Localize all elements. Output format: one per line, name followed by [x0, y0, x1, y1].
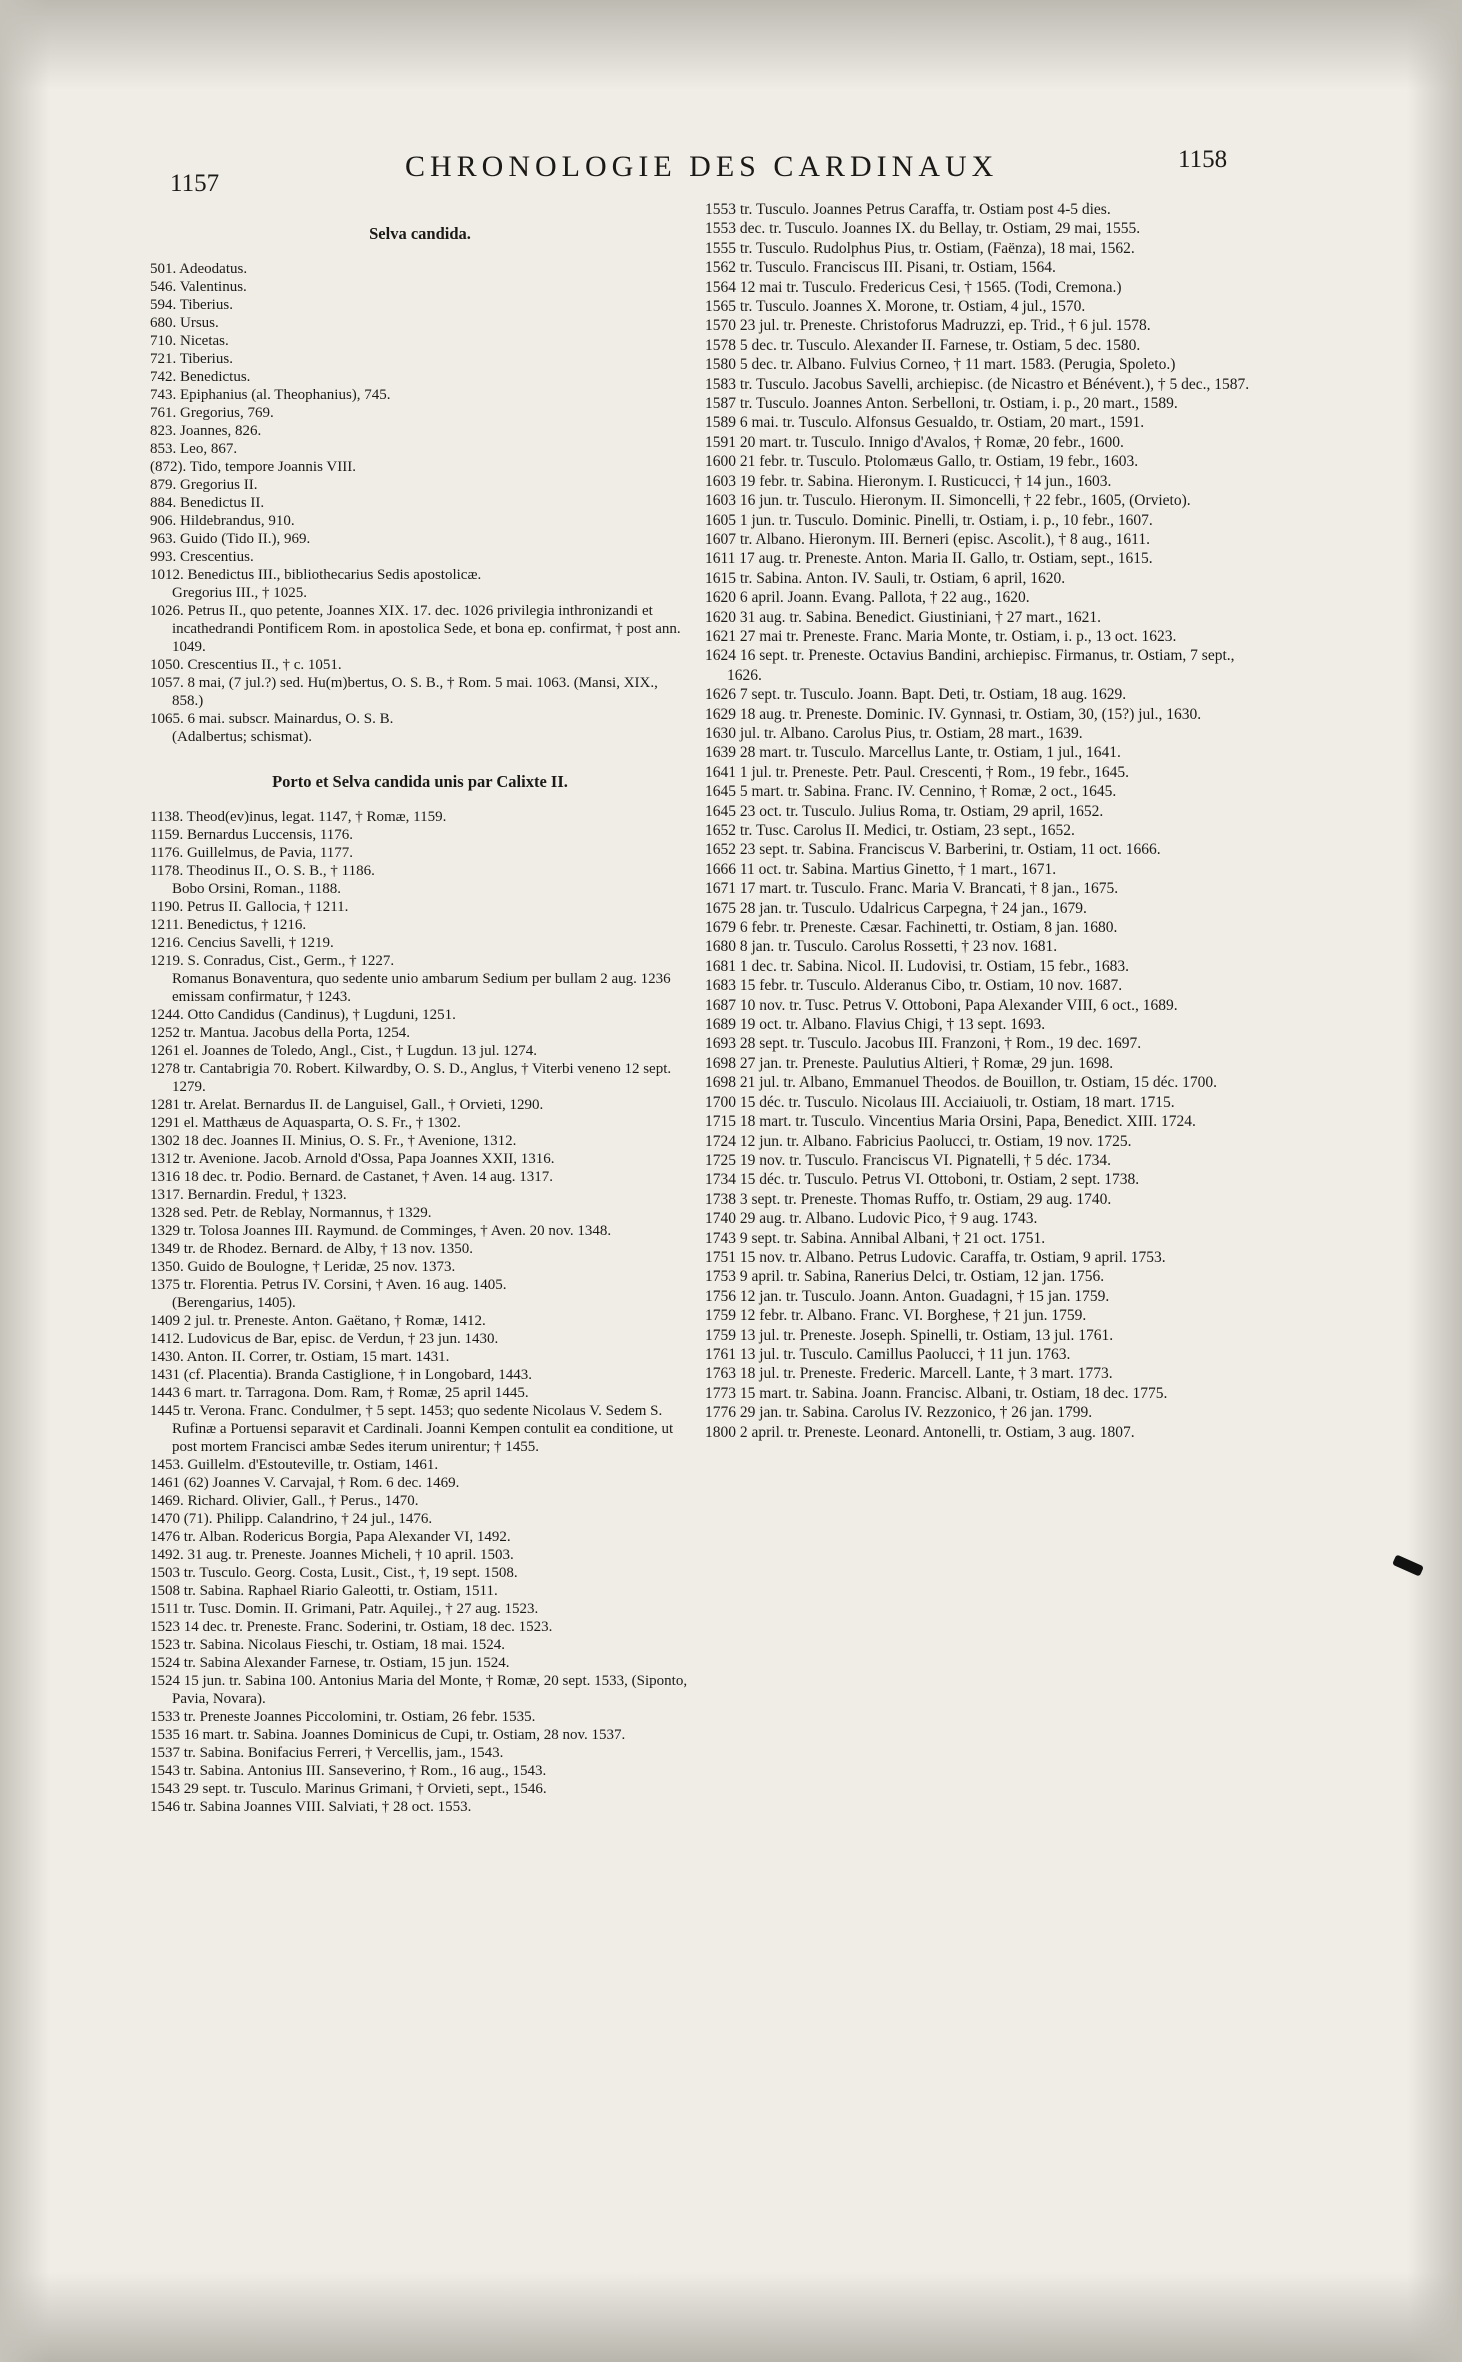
chronology-entry: 1724 12 jun. tr. Albano. Fabricius Paolucci, tr. Ostiam, 19 nov. 1725. — [705, 1132, 1132, 1150]
chronology-entry: 1508 tr. Sabina. Raphael Riario Galeotti, tr. Ostiam, 1511. — [150, 1583, 498, 1599]
chronology-entry: 884. Benedictus II. — [150, 495, 265, 511]
entry-list-selva-candida — [150, 260, 690, 746]
chronology-entry: 1511 tr. Tusc. Domin. II. Grimani, Patr. Aquilej., † 27 aug. 1523. — [150, 1601, 539, 1617]
page-edge-shadow-bottom — [0, 2272, 1462, 2362]
chronology-entry: 1620 31 aug. tr. Sabina. Benedict. Giustiniani, † 27 mart., 1621. — [705, 608, 1102, 626]
chronology-entry: 1564 12 mai tr. Tusculo. Fredericus Cesi, † 1565. (Todi, Cremona.) — [705, 278, 1122, 296]
chronology-entry: 1409 2 jul. tr. Preneste. Anton. Gaëtano, † Romæ, 1412. — [150, 1313, 486, 1329]
chronology-entry: 1587 tr. Tusculo. Joannes Anton. Serbelloni, tr. Ostiam, i. p., 20 mart., 1589. — [705, 395, 1178, 413]
chronology-entry: 1278 tr. Cantabrigia 70. Robert. Kilwardby, O. S. D., Anglus, † Viterbi veneno 12 sept. 1279. — [150, 1061, 672, 1095]
chronology-entry: 1681 1 dec. tr. Sabina. Nicol. II. Ludovisi, tr. Ostiam, 15 febr., 1683. — [705, 957, 1130, 975]
chronology-entry: 1578 5 dec. tr. Tusculo. Alexander II. Farnese, tr. Ostiam, 5 dec. 1580. — [705, 336, 1141, 354]
chronology-entry: 1349 tr. de Rhodez. Bernard. de Alby, † 13 nov. 1350. — [150, 1241, 474, 1257]
chronology-entry: 1600 21 febr. tr. Tusculo. Ptolomæus Gallo, tr. Ostiam, 19 febr., 1603. — [705, 453, 1139, 471]
chronology-entry: 710. Nicetas. — [150, 333, 229, 349]
chronology-entry: 1679 6 febr. tr. Preneste. Cæsar. Fachinetti, tr. Ostiam, 8 jan. 1680. — [705, 919, 1118, 937]
chronology-entry: 1216. Cencius Savelli, † 1219. — [150, 935, 334, 951]
chronology-entry: 594. Tiberius. — [150, 297, 233, 313]
chronology-entry: 1620 6 april. Joann. Evang. Pallota, † 22 aug., 1620. — [705, 589, 1030, 607]
chronology-entry: 1603 16 jun. tr. Tusculo. Hieronym. II. Simoncelli, † 22 febr., 1605, (Orvieto). — [705, 492, 1191, 510]
chronology-entry: 1630 jul. tr. Albano. Carolus Pius, tr. Ostiam, 28 mart., 1639. — [705, 724, 1083, 742]
chronology-entry: 1671 17 mart. tr. Tusculo. Franc. Maria V. Brancati, † 8 jan., 1675. — [705, 880, 1119, 898]
entry-list-right — [705, 200, 1270, 1442]
chronology-entry: 1190. Petrus II. Gallocia, † 1211. — [150, 899, 349, 915]
chronology-entry: 1645 23 oct. tr. Tusculo. Julius Roma, tr. Ostiam, 29 april, 1652. — [705, 802, 1104, 820]
chronology-entry: 1687 10 nov. tr. Tusc. Petrus V. Ottoboni, Papa Alexander VIII, 6 oct., 1689. — [705, 996, 1178, 1014]
chronology-entry: 1443 6 mart. tr. Tarragona. Dom. Ram, † Romæ, 25 april 1445. — [150, 1385, 529, 1401]
chronology-entry: 1138. Theod(ev)inus, legat. 1147, † Romæ, 1159. — [150, 809, 447, 825]
chronology-entry: 1281 tr. Arelat. Bernardus II. de Languisel, Gall., † Orvieti, 1290. — [150, 1097, 544, 1113]
page-number-right: 1158 — [1178, 146, 1228, 173]
chronology-entry: 1689 19 oct. tr. Albano. Flavius Chigi, † 13 sept. 1693. — [705, 1016, 1046, 1034]
chronology-entry: 993. Crescentius. — [150, 549, 254, 565]
chronology-entry: 906. Hildebrandus, 910. — [150, 513, 295, 529]
chronology-entry: 1291 el. Matthæus de Aquasparta, O. S. Fr., † 1302. — [150, 1115, 461, 1131]
chronology-entry: 1476 tr. Alban. Rodericus Borgia, Papa Alexander VI, 1492. — [150, 1529, 511, 1545]
chronology-entry: 1050. Crescentius II., † c. 1051. — [150, 657, 342, 673]
chronology-entry: 1412. Ludovicus de Bar, episc. de Verdun, † 23 jun. 1430. — [150, 1331, 499, 1347]
chronology-entry: 1375 tr. Florentia. Petrus IV. Corsini, † Aven. 16 aug. 1405. (Berengarius, 1405). — [150, 1277, 507, 1311]
chronology-entry: 1621 27 mai tr. Preneste. Franc. Maria Monte, tr. Ostiam, i. p., 13 oct. 1623. — [705, 627, 1177, 645]
page-edge-shadow-left — [0, 0, 50, 2362]
chronology-entry: 1700 15 déc. tr. Tusculo. Nicolaus III. Acciaiuoli, tr. Ostiam, 18 mart. 1715. — [705, 1093, 1175, 1111]
chronology-entry: 1350. Guido de Boulogne, † Leridæ, 25 nov. 1373. — [150, 1259, 456, 1275]
chronology-entry: 1738 3 sept. tr. Preneste. Thomas Ruffo, tr. Ostiam, 29 aug. 1740. — [705, 1190, 1112, 1208]
chronology-entry: 1591 20 mart. tr. Tusculo. Innigo d'Avalos, † Romæ, 20 febr., 1600. — [705, 433, 1124, 451]
chronology-entry: 1759 12 febr. tr. Albano. Franc. VI. Borghese, † 21 jun. 1759. — [705, 1307, 1087, 1325]
chronology-entry: 1624 16 sept. tr. Preneste. Octavius Bandini, archiepisc. Firmanus, tr. Ostiam, 7 sept., 1626. — [705, 647, 1235, 684]
chronology-entry: 1715 18 mart. tr. Tusculo. Vincentius Maria Orsini, Papa, Benedict. XIII. 1724. — [705, 1113, 1196, 1131]
chronology-entry: 1219. S. Conradus, Cist., Germ., † 1227. Romanus Bonaventura, quo sedente unio ambarum Sedium per bullam 2 aug. 1236 emissam confirmatur, † 1243. — [150, 953, 671, 1005]
chronology-entry: 963. Guido (Tido II.), 969. — [150, 531, 311, 547]
chronology-entry: 1740 29 aug. tr. Albano. Ludovic Pico, † 9 aug. 1743. — [705, 1210, 1038, 1228]
chronology-entry: 1316 18 dec. tr. Podio. Bernard. de Castanet, † Aven. 14 aug. 1317. — [150, 1169, 553, 1185]
chronology-entry: 853. Leo, 867. — [150, 441, 238, 457]
chronology-entry: 1615 tr. Sabina. Anton. IV. Sauli, tr. Ostiam, 6 april, 1620. — [705, 569, 1066, 587]
chronology-entry: 1743 9 sept. tr. Sabina. Annibal Albani, † 21 oct. 1751. — [705, 1229, 1046, 1247]
chronology-entry: 1261 el. Joannes de Toledo, Angl., Cist., † Lugdun. 13 jul. 1274. — [150, 1043, 537, 1059]
chronology-entry: 1329 tr. Tolosa Joannes III. Raymund. de Comminges, † Aven. 20 nov. 1348. — [150, 1223, 612, 1239]
chronology-entry: 1430. Anton. II. Correr, tr. Ostiam, 15 mart. 1431. — [150, 1349, 450, 1365]
chronology-entry: 1453. Guillelm. d'Estouteville, tr. Ostiam, 1461. — [150, 1457, 439, 1473]
chronology-entry: 1607 tr. Albano. Hieronym. III. Berneri (episc. Ascolit.), † 8 aug., 1611. — [705, 530, 1150, 548]
chronology-entry: 1546 tr. Sabina Joannes VIII. Salviati, † 28 oct. 1553. — [150, 1799, 472, 1815]
chronology-entry: 1553 tr. Tusculo. Joannes Petrus Caraffa, tr. Ostiam post 4-5 dies. — [705, 201, 1111, 218]
chronology-entry: 1312 tr. Avenione. Jacob. Arnold d'Ossa, Papa Joannes XXII, 1316. — [150, 1151, 555, 1167]
chronology-entry: 1565 tr. Tusculo. Joannes X. Morone, tr. Ostiam, 4 jul., 1570. — [705, 298, 1086, 316]
chronology-entry: 1317. Bernardin. Fredul, † 1323. — [150, 1187, 347, 1203]
page-number-left: 1157 — [170, 170, 220, 197]
chronology-entry: 721. Tiberius. — [150, 351, 233, 367]
chronology-entry: 1523 14 dec. tr. Preneste. Franc. Soderini, tr. Ostiam, 18 dec. 1523. — [150, 1619, 553, 1635]
chronology-entry: 1461 (62) Joannes V. Carvajal, † Rom. 6 dec. 1469. — [150, 1475, 460, 1491]
chronology-entry: 879. Gregorius II. — [150, 477, 258, 493]
chronology-entry: 1252 tr. Mantua. Jacobus della Porta, 1254. — [150, 1025, 410, 1041]
chronology-entry: 1756 12 jan. tr. Tusculo. Joann. Anton. Guadagni, † 15 jan. 1759. — [705, 1287, 1110, 1305]
chronology-entry: 1533 tr. Preneste Joannes Piccolomini, tr. Ostiam, 26 febr. 1535. — [150, 1709, 536, 1725]
page-edge-shadow-top — [0, 0, 1462, 90]
chronology-entry: 1026. Petrus II., quo petente, Joannes XIX. 17. dec. 1026 privilegia inthronizandi et incathedrandi Pontificem Rom. in apostolica Sede, et bona ep. confirmat, † post ann. 1049. — [150, 603, 681, 655]
chronology-entry: 1639 28 mart. tr. Tusculo. Marcellus Lante, tr. Ostiam, 1 jul., 1641. — [705, 744, 1121, 762]
chronology-entry: 1583 tr. Tusculo. Jacobus Savelli, archiepisc. (de Nicastro et Bénévent.), † 5 dec., 1587. — [705, 375, 1250, 393]
chronology-entry: 1543 29 sept. tr. Tusculo. Marinus Grimani, † Orvieti, sept., 1546. — [150, 1781, 547, 1797]
chronology-entry: 1244. Otto Candidus (Candinus), † Lugduni, 1251. — [150, 1007, 456, 1023]
chronology-entry: 1675 28 jan. tr. Tusculo. Udalricus Carpegna, † 24 jan., 1679. — [705, 899, 1087, 917]
chronology-entry: 1629 18 aug. tr. Preneste. Dominic. IV. Gynnasi, tr. Ostiam, 30, (15?) jul., 1630. — [705, 705, 1202, 723]
section-heading-porto-selva: Porto et Selva candida unis par Calixte II. — [272, 772, 568, 791]
left-column — [150, 222, 690, 1816]
chronology-entry: 1553 dec. tr. Tusculo. Joannes IX. du Bellay, tr. Ostiam, 29 mai, 1555. — [705, 220, 1141, 238]
chronology-entry: 1328 sed. Petr. de Reblay, Normannus, † 1329. — [150, 1205, 432, 1221]
right-column — [705, 200, 1270, 1442]
chronology-entry: 1698 27 jan. tr. Preneste. Paulutius Altieri, † Romæ, 29 jun. 1698. — [705, 1054, 1114, 1072]
chronology-entry: 1524 tr. Sabina Alexander Farnese, tr. Ostiam, 15 jun. 1524. — [150, 1655, 510, 1671]
chronology-entry: 1503 tr. Tusculo. Georg. Costa, Lusit., Cist., †, 19 sept. 1508. — [150, 1565, 518, 1581]
chronology-entry: 680. Ursus. — [150, 315, 219, 331]
chronology-entry: 1176. Guillelmus, de Pavia, 1177. — [150, 845, 354, 861]
chronology-entry: 1666 11 oct. tr. Sabina. Martius Ginetto, † 1 mart., 1671. — [705, 860, 1057, 878]
page-edge-shadow-right — [1407, 0, 1462, 2362]
chronology-entry: 1725 19 nov. tr. Tusculo. Franciscus VI. Pignatelli, † 5 déc. 1734. — [705, 1151, 1112, 1169]
chronology-entry: 1589 6 mai. tr. Tusculo. Alfonsus Gesualdo, tr. Ostiam, 20 mart., 1591. — [705, 414, 1145, 432]
chronology-entry: 1159. Bernardus Luccensis, 1176. — [150, 827, 354, 843]
chronology-entry: 1763 18 jul. tr. Preneste. Frederic. Marcell. Lante, † 3 mart. 1773. — [705, 1365, 1113, 1383]
chronology-entry: 743. Epiphanius (al. Theophanius), 745. — [150, 387, 391, 403]
chronology-entry: 1524 15 jun. tr. Sabina 100. Antonius Maria del Monte, † Romæ, 20 sept. 1533, (Siponto, Pavia, Novara). — [150, 1673, 688, 1707]
chronology-entry: 546. Valentinus. — [150, 279, 247, 295]
chronology-entry: 823. Joannes, 826. — [150, 423, 262, 439]
chronology-entry: 1776 29 jan. tr. Sabina. Carolus IV. Rezzonico, † 26 jan. 1799. — [705, 1404, 1093, 1422]
chronology-entry: 1178. Theodinus II., O. S. B., † 1186. Bobo Orsini, Roman., 1188. — [150, 863, 375, 897]
chronology-entry: 1603 19 febr. tr. Sabina. Hieronym. I. Rusticucci, † 14 jun., 1603. — [705, 472, 1112, 490]
chronology-entry: 1570 23 jul. tr. Preneste. Christoforus Madruzzi, ep. Trid., † 6 jul. 1578. — [705, 317, 1151, 335]
chronology-entry: 1543 tr. Sabina. Antonius III. Sanseverino, † Rom., 16 aug., 1543. — [150, 1763, 547, 1779]
chronology-entry: 1734 15 déc. tr. Tusculo. Petrus VI. Ottoboni, tr. Ostiam, 2 sept. 1738. — [705, 1171, 1140, 1189]
chronology-entry: 742. Benedictus. — [150, 369, 251, 385]
chronology-entry: 1605 1 jun. tr. Tusculo. Dominic. Pinelli, tr. Ostiam, i. p., 10 febr., 1607. — [705, 511, 1153, 529]
chronology-entry: 1535 16 mart. tr. Sabina. Joannes Dominicus de Cupi, tr. Ostiam, 28 nov. 1537. — [150, 1727, 626, 1743]
chronology-entry: 1773 15 mart. tr. Sabina. Joann. Francisc. Albani, tr. Ostiam, 18 dec. 1775. — [705, 1384, 1168, 1402]
entry-list-porto-selva — [150, 808, 690, 1816]
chronology-entry: 1555 tr. Tusculo. Rudolphus Pius, tr. Ostiam, (Faënza), 18 mai, 1562. — [705, 239, 1135, 257]
chronology-entry: 1211. Benedictus, † 1216. — [150, 917, 307, 933]
chronology-entry: 761. Gregorius, 769. — [150, 405, 274, 421]
chronology-entry: 1012. Benedictus III., bibliothecarius Sedis apostolicæ. Gregorius III., † 1025. — [150, 567, 482, 601]
chronology-entry: 1626 7 sept. tr. Tusculo. Joann. Bapt. Deti, tr. Ostiam, 18 aug. 1629. — [705, 686, 1127, 704]
chronology-entry: 1698 21 jul. tr. Albano, Emmanuel Theodos. de Bouillon, tr. Ostiam, 15 déc. 1700. — [705, 1074, 1218, 1092]
chronology-entry: 1611 17 aug. tr. Preneste. Anton. Maria II. Gallo, tr. Ostiam, sept., 1615. — [705, 550, 1153, 568]
chronology-entry: 1057. 8 mai, (7 jul.?) sed. Hu(m)bertus, O. S. B., † Rom. 5 mai. 1063. (Mansi, XIX., 858.) — [150, 675, 658, 709]
chronology-entry: 1641 1 jul. tr. Preneste. Petr. Paul. Crescenti, † Rom., 19 febr., 1645. — [705, 763, 1130, 781]
chronology-entry: 1469. Richard. Olivier, Gall., † Perus., 1470. — [150, 1493, 419, 1509]
chronology-entry: 1302 18 dec. Joannes II. Minius, O. S. Fr., † Avenione, 1312. — [150, 1133, 517, 1149]
chronology-entry: 1562 tr. Tusculo. Franciscus III. Pisani, tr. Ostiam, 1564. — [705, 259, 1056, 277]
chronology-entry: 1751 15 nov. tr. Albano. Petrus Ludovic. Caraffa, tr. Ostiam, 9 april. 1753. — [705, 1248, 1166, 1266]
running-title: CHRONOLOGIE DES CARDINAUX — [405, 150, 999, 183]
chronology-entry: 1652 tr. Tusc. Carolus II. Medici, tr. Ostiam, 23 sept., 1652. — [705, 822, 1075, 839]
chronology-entry: 1680 8 jan. tr. Tusculo. Carolus Rossetti, † 23 nov. 1681. — [705, 938, 1058, 956]
chronology-entry: 501. Adeodatus. — [150, 261, 248, 277]
chronology-entry: 1470 (71). Philipp. Calandrino, † 24 jul., 1476. — [150, 1511, 433, 1527]
chronology-entry: 1652 23 sept. tr. Sabina. Franciscus V. Barberini, tr. Ostiam, 11 oct. 1666. — [705, 841, 1161, 859]
chronology-entry: 1753 9 april. tr. Sabina, Ranerius Delci, tr. Ostiam, 12 jan. 1756. — [705, 1268, 1105, 1286]
chronology-entry: 1523 tr. Sabina. Nicolaus Fieschi, tr. Ostiam, 18 mai. 1524. — [150, 1637, 505, 1653]
chronology-entry: (872). Tido, tempore Joannis VIII. — [150, 459, 356, 475]
chronology-entry: 1693 28 sept. tr. Tusculo. Jacobus III. Franzoni, † Rom., 19 dec. 1697. — [705, 1035, 1142, 1053]
chronology-entry: 1580 5 dec. tr. Albano. Fulvius Corneo, † 11 mart. 1583. (Perugia, Spoleto.) — [705, 356, 1176, 374]
chronology-entry: 1645 5 mart. tr. Sabina. Franc. IV. Cennino, † Romæ, 2 oct., 1645. — [705, 783, 1117, 801]
section-heading-selva-candida: Selva candida. — [369, 224, 471, 243]
chronology-entry: 1683 15 febr. tr. Tusculo. Alderanus Cibo, tr. Ostiam, 10 nov. 1687. — [705, 977, 1123, 995]
chronology-entry: 1761 13 jul. tr. Tusculo. Camillus Paolucci, † 11 jun. 1763. — [705, 1345, 1071, 1363]
chronology-entry: 1431 (cf. Placentia). Branda Castiglione, † in Longobard, 1443. — [150, 1367, 532, 1383]
chronology-entry: 1537 tr. Sabina. Bonifacius Ferreri, † Vercellis, jam., 1543. — [150, 1745, 504, 1761]
chronology-entry: 1445 tr. Verona. Franc. Condulmer, † 5 sept. 1453; quo sedente Nicolaus V. Sedem S. Rufinæ a Portuensi separavit et Cardinali. Joanni Kempen contulit ea conditione, ut post mortem Francisci ambæ Sedes iterum unirentur; † 1455. — [150, 1403, 674, 1455]
chronology-entry: 1800 2 april. tr. Preneste. Leonard. Antonelli, tr. Ostiam, 3 aug. 1807. — [705, 1423, 1135, 1441]
chronology-entry: 1065. 6 mai. subscr. Mainardus, O. S. B. (Adalbertus; schismat). — [150, 711, 394, 745]
chronology-entry: 1492. 31 aug. tr. Preneste. Joannes Micheli, † 10 april. 1503. — [150, 1547, 514, 1563]
chronology-entry: 1759 13 jul. tr. Preneste. Joseph. Spinelli, tr. Ostiam, 13 jul. 1761. — [705, 1326, 1114, 1344]
